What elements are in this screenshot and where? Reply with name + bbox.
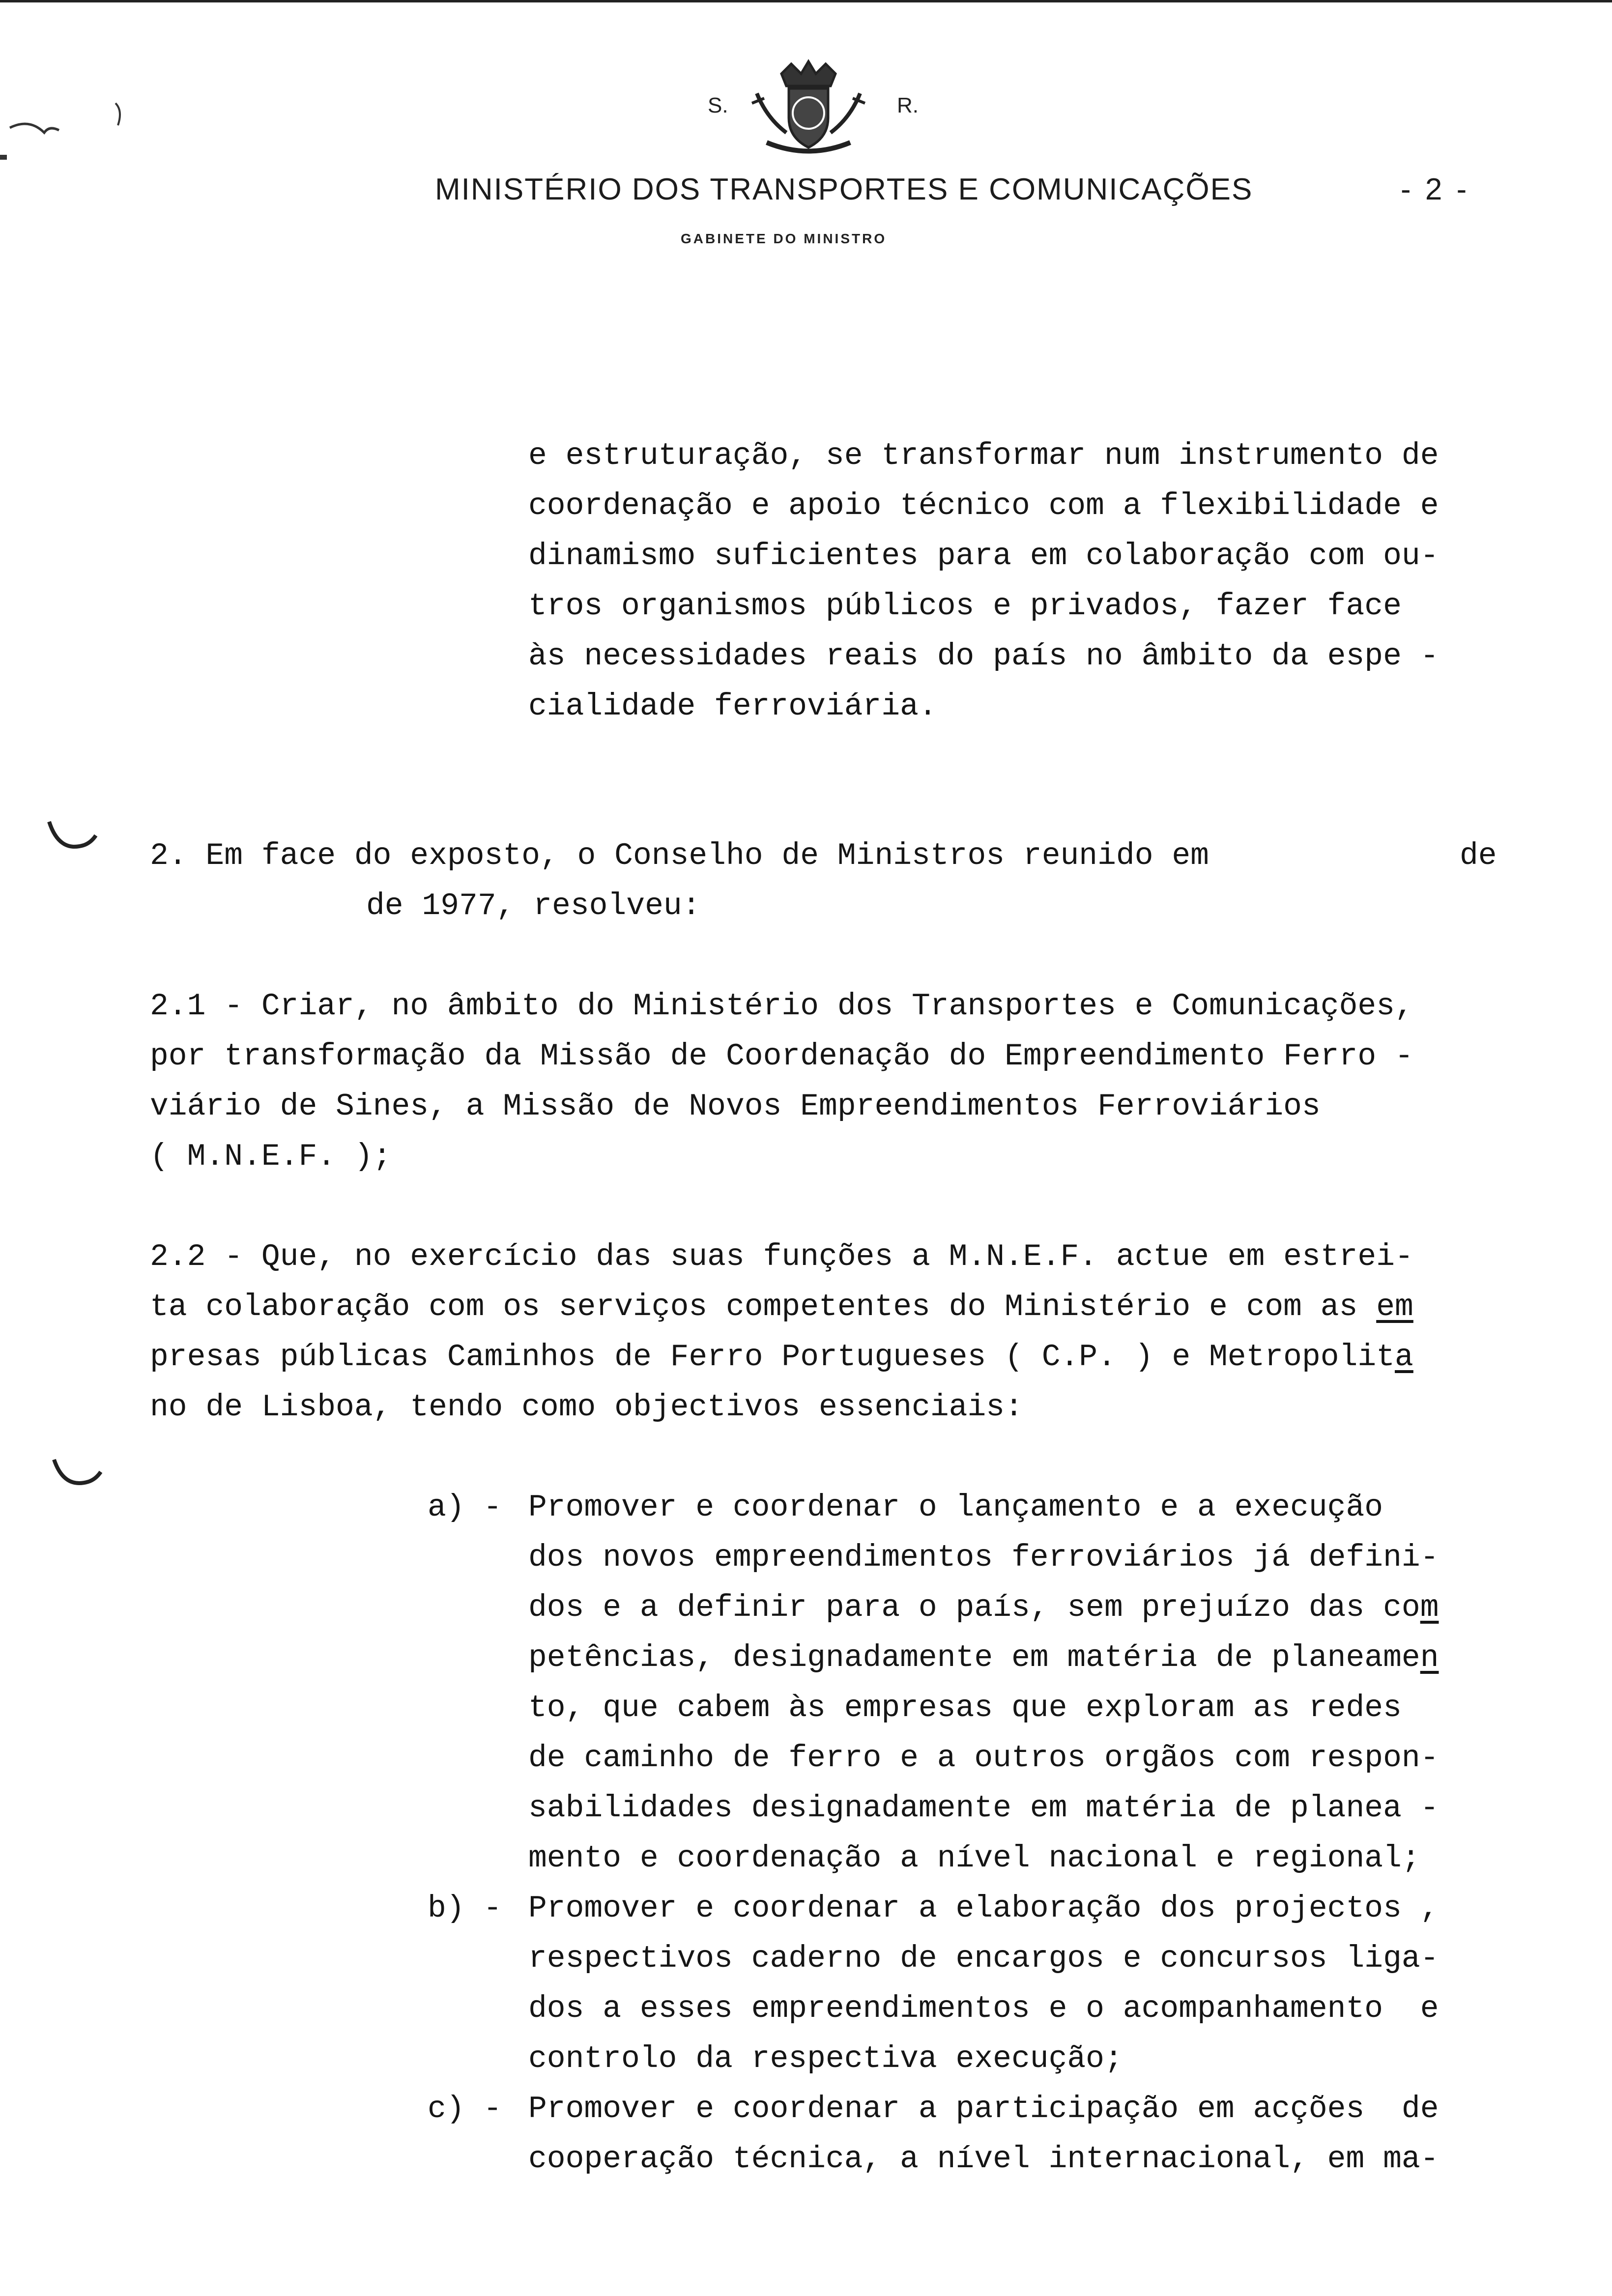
item-a-label: a) -	[428, 1490, 502, 1525]
item-2-2-line	[150, 1290, 1413, 1324]
item-b-label: b) -	[428, 1891, 502, 1926]
item-b-line: respectivos caderno de encargos e concursos liga-	[528, 1941, 1439, 1976]
item-a-underlined: n	[1420, 1640, 1439, 1675]
item-2-2-line: no de Lisboa, tendo como objectivos essenciais:	[150, 1390, 1023, 1425]
item-b-line: dos a esses empreendimentos e o acompanhamento e	[528, 1991, 1439, 2026]
coat-of-arms-icon	[747, 59, 870, 157]
item-a-line: de caminho de ferro e a outros orgãos com respon-	[528, 1741, 1439, 1776]
margin-scribble-icon	[0, 98, 98, 167]
item-a-line-text: dos e a definir para o país, sem prejuízo das co	[528, 1590, 1420, 1625]
top-border-rule	[0, 0, 1612, 2]
intro-line: tros organismos públicos e privados, fazer face	[528, 589, 1402, 624]
item-2-2-line-text: presas públicas Caminhos de Ferro Portugueses ( C.P. ) e Metropolit	[150, 1340, 1395, 1375]
item-c-line: cooperação técnica, a nível internacional, em ma-	[528, 2142, 1439, 2177]
item-a-line	[528, 1641, 1439, 1675]
intro-line: e estruturação, se transformar num instrumento de	[528, 438, 1439, 473]
intro-line: às necessidades reais do país no âmbito da espe -	[528, 639, 1439, 674]
item-2-1-line: viário de Sines, a Missão de Novos Empreendimentos Ferroviários	[150, 1089, 1321, 1124]
section-2-line-1-tail: de	[1460, 838, 1497, 873]
item-2-2-line	[150, 1340, 1413, 1375]
section-2-line-1: 2. Em face do exposto, o Conselho de Ministros reunido em	[150, 838, 1209, 873]
page-number: - 2 -	[1401, 172, 1470, 206]
item-2-1-line: ( M.N.E.F. );	[150, 1139, 392, 1174]
section-2-line-2: de 1977, resolveu:	[366, 889, 701, 923]
item-b-line: controlo da respectiva execução;	[528, 2041, 1123, 2076]
item-b-line: Promover e coordenar a elaboração dos projectos ,	[528, 1891, 1439, 1926]
item-2-1-line: por transformação da Missão de Coordenação do Empreendimento Ferro -	[150, 1039, 1413, 1074]
item-2-1-line: 2.1 - Criar, no âmbito do Ministério dos Transportes e Comunicações,	[150, 989, 1413, 1024]
item-a-line-text: petências, designadamente em matéria de planeame	[528, 1640, 1420, 1675]
header-initial-right: R.	[897, 93, 919, 117]
item-2-2-line: 2.2 - Que, no exercício das suas funções a M.N.E.F. actue em estrei-	[150, 1239, 1413, 1274]
item-a-line	[528, 1591, 1439, 1625]
intro-line: coordenação e apoio técnico com a flexibilidade e	[528, 488, 1439, 523]
item-c-label: c) -	[428, 2092, 502, 2126]
margin-tick-icon	[111, 98, 130, 133]
margin-check-mark-icon-2	[49, 1455, 108, 1499]
item-a-line: to, que cabem às empresas que exploram as redes	[528, 1691, 1402, 1725]
item-2-2-underlined: em	[1376, 1290, 1413, 1324]
item-c-line: Promover e coordenar a participação em acções de	[528, 2092, 1439, 2126]
intro-line: dinamismo suficientes para em colaboração com ou-	[528, 539, 1439, 574]
intro-line: cialidade ferroviária.	[528, 689, 937, 724]
margin-check-mark-icon	[44, 816, 103, 860]
item-a-line: mento e coordenação a nível nacional e regional;	[528, 1841, 1420, 1876]
item-a-underlined: m	[1420, 1590, 1439, 1625]
item-2-2-line-text: ta colaboração com os serviços competentes do Ministério e com as	[150, 1290, 1377, 1324]
item-a-line: dos novos empreendimentos ferroviários já defini-	[528, 1540, 1439, 1575]
ministry-title: MINISTÉRIO DOS TRANSPORTES E COMUNICAÇÕES	[435, 172, 1253, 206]
header-initial-left: S.	[708, 93, 728, 117]
item-2-2-underlined: a	[1395, 1340, 1413, 1375]
cabinet-subtitle: GABINETE DO MINISTRO	[681, 231, 887, 246]
item-a-line: Promover e coordenar o lançamento e a execução	[528, 1490, 1383, 1525]
item-a-line: sabilidades designadamente em matéria de planea -	[528, 1791, 1439, 1826]
